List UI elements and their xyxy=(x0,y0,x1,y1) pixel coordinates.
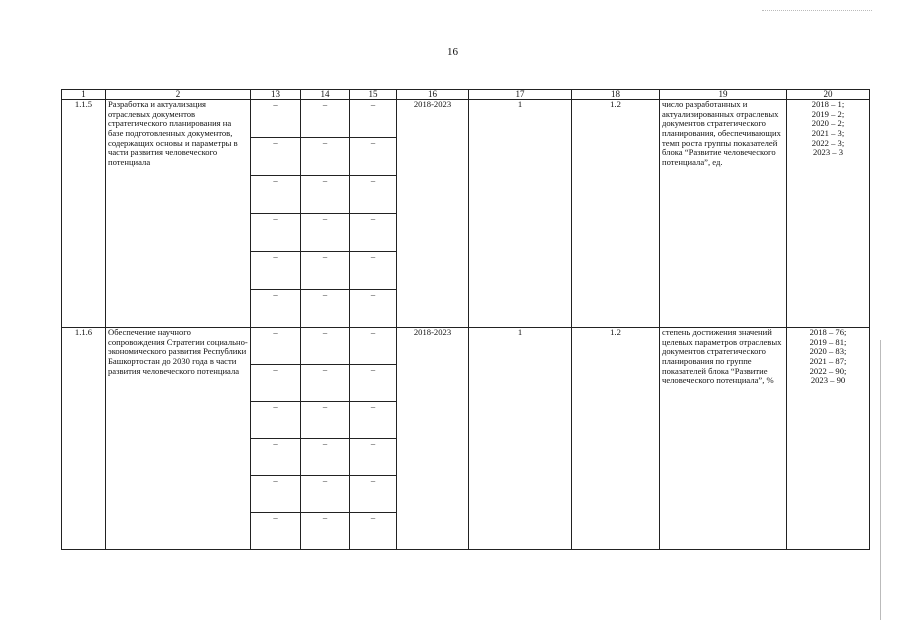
dash-cell: – xyxy=(301,476,350,513)
row-values xyxy=(787,100,870,328)
row-col17: 1 xyxy=(469,100,572,328)
dash-cell: – xyxy=(251,176,301,214)
dash-cell: – xyxy=(350,476,397,513)
row-values xyxy=(787,328,870,550)
value-line: 2020 – 83; xyxy=(809,346,847,357)
row-period: 2018-2023 xyxy=(397,100,469,328)
value-line: 2023 – 3 xyxy=(812,147,844,158)
header-cell: 14 xyxy=(301,90,350,100)
dash-cell: – xyxy=(251,365,301,402)
table-row xyxy=(62,328,870,365)
value-line: 2020 – 2; xyxy=(811,118,845,129)
row-period: 2018-2023 xyxy=(397,328,469,550)
value-line: 2023 – 90 xyxy=(810,375,846,386)
dash-cell: – xyxy=(251,252,301,290)
value-line: 2021 – 87; xyxy=(809,355,847,366)
header-cell: 15 xyxy=(350,90,397,100)
dash-cell: – xyxy=(301,138,350,176)
dash-cell: – xyxy=(350,365,397,402)
scan-artifact-line xyxy=(762,10,872,11)
dash-cell: – xyxy=(301,328,350,365)
value-line: 2022 – 90; xyxy=(809,365,847,376)
dash-cell: – xyxy=(350,176,397,214)
dash-cell: – xyxy=(251,513,301,550)
dash-cell: – xyxy=(350,252,397,290)
dash-cell: – xyxy=(301,214,350,252)
dash-cell: – xyxy=(350,439,397,476)
dash-cell: – xyxy=(251,290,301,328)
row-id: 1.1.6 xyxy=(62,328,106,550)
row-indicator: число разработанных и актуализированных отраслевых документов стратегического планирования, обеспечивающих темп роста группы показателей блока “Развитие человеческого потенциала”, ед. xyxy=(660,100,787,328)
scan-artifact-edge xyxy=(880,340,881,620)
header-cell: 13 xyxy=(251,90,301,100)
dash-cell: – xyxy=(350,100,397,138)
dash-cell: – xyxy=(251,328,301,365)
value-line: 2018 – 1; xyxy=(811,99,845,109)
dash-cell: – xyxy=(251,402,301,439)
header-cell: 17 xyxy=(469,90,572,100)
row-col18: 1.2 xyxy=(572,328,660,550)
dash-cell: – xyxy=(350,513,397,550)
dash-cell: – xyxy=(251,439,301,476)
row-col18: 1.2 xyxy=(572,100,660,328)
dash-cell: – xyxy=(301,513,350,550)
header-cell: 1 xyxy=(62,90,106,100)
header-cell: 20 xyxy=(787,90,870,100)
row-name: Обеспечение научного сопровождения Стратегии социально-экономического развития Республики Башкортостан до 2030 года в части развития человеческого потенциала xyxy=(106,328,251,550)
row-indicator: степень достижения значений целевых параметров отраслевых документов стратегического планирования по группе показателей блока “Развитие человеческого потенциала”, % xyxy=(660,328,787,550)
table-row xyxy=(62,100,870,138)
dash-cell: – xyxy=(301,402,350,439)
dash-cell: – xyxy=(301,176,350,214)
dash-cell: – xyxy=(350,402,397,439)
row-col17: 1 xyxy=(469,328,572,550)
value-line: 2019 – 81; xyxy=(809,336,847,347)
header-cell: 19 xyxy=(660,90,787,100)
dash-cell: – xyxy=(301,100,350,138)
dash-cell: – xyxy=(350,138,397,176)
row-id: 1.1.5 xyxy=(62,100,106,328)
dash-cell: – xyxy=(301,439,350,476)
dash-cell: – xyxy=(251,476,301,513)
dash-cell: – xyxy=(301,290,350,328)
header-cell: 18 xyxy=(572,90,660,100)
dash-cell: – xyxy=(350,214,397,252)
value-line: 2019 – 2; xyxy=(811,108,845,119)
dash-cell: – xyxy=(301,365,350,402)
dash-cell: – xyxy=(350,328,397,365)
plan-table xyxy=(61,89,870,550)
header-row xyxy=(62,90,870,100)
page-number: 16 xyxy=(447,46,458,58)
value-line: 2018 – 76; xyxy=(809,327,847,337)
dash-cell: – xyxy=(251,138,301,176)
dash-cell: – xyxy=(251,214,301,252)
dash-cell: – xyxy=(301,252,350,290)
value-line: 2021 – 3; xyxy=(811,127,845,138)
dash-cell: – xyxy=(251,100,301,138)
header-cell: 2 xyxy=(106,90,251,100)
header-cell: 16 xyxy=(397,90,469,100)
row-name: Разработка и актуализация отраслевых документов стратегического планирования на базе подготовленных документов, содержащих основы и параметры в части развития человеческого потенциала xyxy=(106,100,251,328)
dash-cell: – xyxy=(350,290,397,328)
value-line: 2022 – 3; xyxy=(811,137,845,148)
